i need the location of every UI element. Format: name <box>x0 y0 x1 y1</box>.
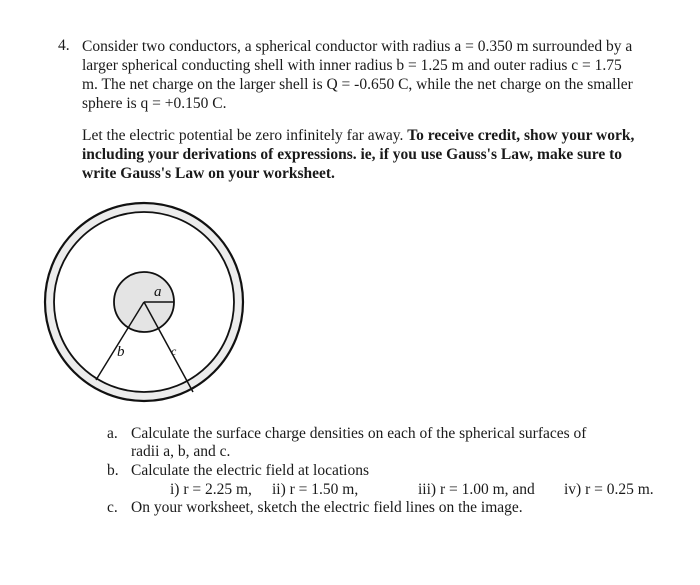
part-a-marker: a. <box>107 425 118 442</box>
part-b-location-3: iii) r = 1.00 m, and <box>418 481 535 498</box>
statement-line-3: m. The net charge on the larger shell is Q = -0.650 C, while the net charge on the smaller <box>82 76 633 93</box>
part-b-line-1: Calculate the electric field at locations <box>131 462 369 479</box>
part-b-location-4: iv) r = 0.25 m. <box>564 481 654 498</box>
label-a: a <box>154 284 162 300</box>
statement-line-2: larger spherical conducting shell with inner radius b = 1.25 m and outer radius c = 1.75 <box>82 57 622 74</box>
conductor-diagram <box>30 190 260 420</box>
label-b: b <box>117 344 125 360</box>
instruction-line-2: including your derivations of expressions. ie, if you use Gauss's Law, make sure to <box>82 146 622 163</box>
part-c-line-1: On your worksheet, sketch the electric field lines on the image. <box>131 499 523 516</box>
part-b-marker: b. <box>107 462 119 479</box>
statement-line-1: Consider two conductors, a spherical conductor with radius a = 0.350 m surrounded by a <box>82 38 633 55</box>
instruction-normal-text: Let the electric potential be zero infinitely far away. <box>82 127 408 144</box>
part-a-line-2: radii a, b, and c. <box>131 443 231 460</box>
instruction-line-3: write Gauss's Law on your worksheet. <box>82 165 335 182</box>
instruction-line-1 <box>82 126 634 145</box>
part-c-marker: c. <box>107 499 118 516</box>
statement-line-4: sphere is q = +0.150 C. <box>82 95 227 112</box>
problem-number: 4. <box>58 37 70 54</box>
part-b-location-2: ii) r = 1.50 m, <box>272 481 359 498</box>
label-c: c <box>171 344 177 358</box>
part-a-line-1: Calculate the surface charge densities on each of the spherical surfaces of <box>131 425 587 442</box>
part-b-location-1: i) r = 2.25 m, <box>170 481 252 498</box>
instruction-bold-text-1: To receive credit, show your work, <box>407 127 635 144</box>
